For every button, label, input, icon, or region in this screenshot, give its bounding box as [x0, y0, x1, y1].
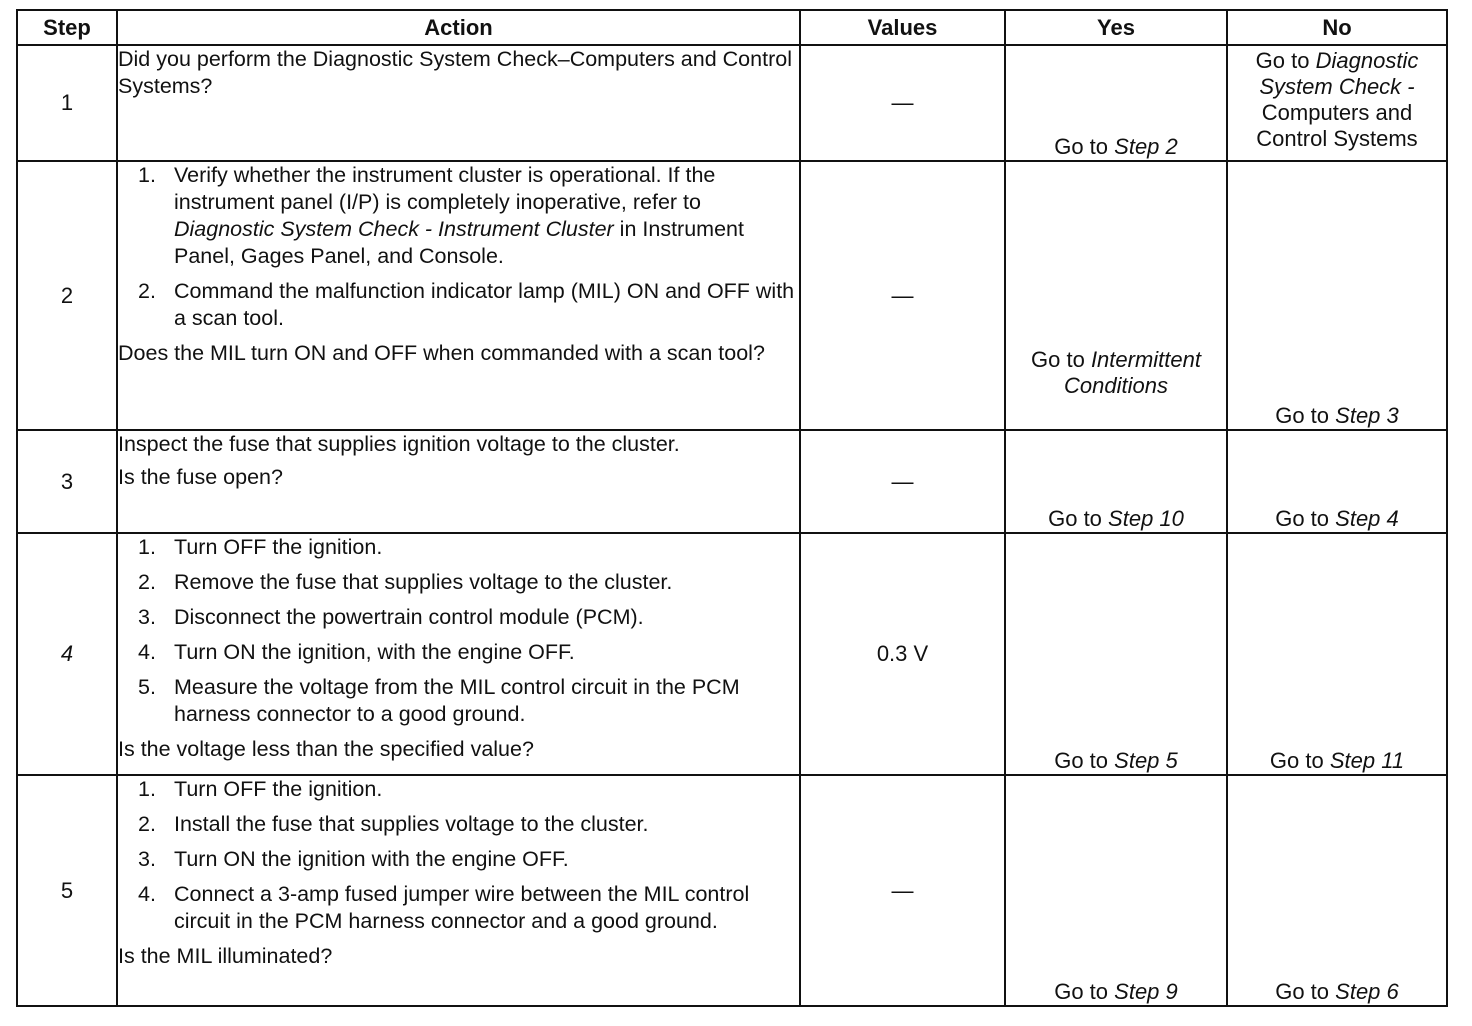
value-cell: —	[800, 430, 1005, 533]
value-cell: —	[800, 161, 1005, 430]
no-link[interactable]: Step 6	[1335, 979, 1399, 1004]
step-item-link[interactable]: Diagnostic System Check - Instrument Cluster	[174, 217, 614, 241]
header-action: Action	[117, 10, 800, 45]
value-cell: —	[800, 45, 1005, 161]
diagnostic-table	[16, 9, 1448, 1007]
step-item-number: 1.	[138, 163, 156, 187]
step-item-text: Remove the fuse that supplies voltage to the cluster.	[174, 570, 673, 594]
action-cell	[117, 430, 800, 533]
no-prefix: Go to	[1269, 748, 1324, 773]
yes-prefix: Go to	[1054, 134, 1109, 159]
step-number: 3	[17, 430, 117, 533]
yes-cell	[1005, 161, 1227, 430]
action-steps	[118, 162, 799, 332]
step-number: 4	[17, 533, 117, 775]
yes-prefix: Go to	[1054, 979, 1109, 1004]
yes-link[interactable]: Step 5	[1114, 748, 1178, 773]
action-step-item	[118, 881, 799, 935]
action-question: Is the MIL illuminated?	[118, 944, 333, 968]
action-step-item	[118, 604, 799, 631]
no-cell	[1227, 775, 1447, 1006]
step-item-text: Turn OFF the ignition.	[174, 535, 383, 559]
action-step-item	[118, 569, 799, 596]
action-step-item	[118, 846, 799, 873]
action-question: Does the MIL turn ON and OFF when commanded with a scan tool?	[118, 341, 765, 365]
action-cell	[117, 533, 800, 775]
step-item-number: 3.	[138, 847, 156, 871]
action-step-item	[118, 776, 799, 803]
action-cell	[117, 45, 800, 161]
step-item-number: 1.	[138, 535, 156, 559]
header-yes: Yes	[1005, 10, 1227, 45]
action-cell	[117, 161, 800, 430]
value-cell: 0.3 V	[800, 533, 1005, 775]
yes-prefix: Go to	[1048, 506, 1102, 531]
step-item-text: Measure the voltage from the MIL control circuit in the PCM harness connector to a good ground.	[174, 675, 740, 726]
action-text: Inspect the fuse that supplies ignition voltage to the cluster.	[118, 432, 680, 456]
yes-cell	[1005, 533, 1227, 775]
step-item-number: 1.	[138, 777, 156, 801]
no-link[interactable]: Step 4	[1335, 506, 1399, 531]
table-row	[17, 775, 1447, 1006]
action-question: Did you perform the Diagnostic System Check–Computers and Control Systems?	[118, 47, 792, 98]
no-prefix: Go to	[1275, 403, 1330, 428]
action-step-item	[118, 811, 799, 838]
yes-link[interactable]: Intermittent Conditions	[1064, 347, 1201, 398]
header-values: Values	[800, 10, 1005, 45]
action-steps	[118, 534, 799, 728]
step-number: 5	[17, 775, 117, 1006]
step-item-text: Turn ON the ignition with the engine OFF.	[174, 847, 569, 871]
step-item-number: 4.	[138, 882, 156, 906]
step-number: 1	[17, 45, 117, 161]
action-step-item	[118, 534, 799, 561]
yes-cell	[1005, 775, 1227, 1006]
step-item-number: 3.	[138, 605, 156, 629]
step-item-number: 5.	[138, 675, 156, 699]
action-step-item	[118, 639, 799, 666]
no-cell	[1227, 430, 1447, 533]
yes-cell	[1005, 45, 1227, 161]
action-cell	[117, 775, 800, 1006]
table-row	[17, 161, 1447, 430]
header-step: Step	[17, 10, 117, 45]
step-number: 2	[17, 161, 117, 430]
no-suffix: Computers and Control Systems	[1256, 100, 1418, 151]
action-step-item	[118, 278, 799, 332]
step-item-number: 4.	[138, 640, 156, 664]
action-step-item	[118, 674, 799, 728]
step-item-text: Turn OFF the ignition.	[174, 777, 383, 801]
step-item-number: 2.	[138, 570, 156, 594]
header-no: No	[1227, 10, 1447, 45]
step-item-text: Disconnect the powertrain control module (PCM).	[174, 605, 644, 629]
table-row	[17, 45, 1447, 161]
no-cell	[1227, 161, 1447, 430]
yes-cell	[1005, 430, 1227, 533]
step-item-text: Verify whether the instrument cluster is operational. If the instrument panel (I/P) is completely inoperative, refer to	[174, 163, 716, 214]
action-question: Is the voltage less than the specified value?	[118, 737, 534, 761]
yes-link[interactable]: Step 9	[1114, 979, 1178, 1004]
action-steps	[118, 776, 799, 935]
no-prefix: Go to	[1275, 979, 1330, 1004]
no-link[interactable]: Diagnostic System Check -	[1259, 48, 1419, 99]
action-question: Is the fuse open?	[118, 465, 283, 489]
yes-prefix: Go to	[1031, 347, 1085, 372]
yes-link[interactable]: Step 2	[1114, 134, 1178, 159]
action-step-item	[118, 162, 799, 270]
no-cell	[1227, 533, 1447, 775]
step-item-text: Turn ON the ignition, with the engine OFF.	[174, 640, 575, 664]
value-cell: —	[800, 775, 1005, 1006]
header-row	[17, 10, 1447, 45]
yes-prefix: Go to	[1054, 748, 1109, 773]
step-item-number: 2.	[138, 812, 156, 836]
yes-link[interactable]: Step 10	[1108, 506, 1184, 531]
step-item-text: Command the malfunction indicator lamp (MIL) ON and OFF with a scan tool.	[174, 279, 795, 330]
step-item-text: Install the fuse that supplies voltage to the cluster.	[174, 812, 649, 836]
no-cell	[1227, 45, 1447, 161]
step-item-text: in Instrument Panel, Gages Panel, and Console.	[174, 217, 744, 268]
table-row	[17, 533, 1447, 775]
no-link[interactable]: Step 3	[1335, 403, 1399, 428]
step-item-text: Connect a 3-amp fused jumper wire between the MIL control circuit in the PCM harness connector and a good ground.	[174, 882, 750, 933]
no-prefix: Go to	[1255, 48, 1310, 73]
table-row	[17, 430, 1447, 533]
step-item-number: 2.	[138, 279, 156, 303]
no-link[interactable]: Step 11	[1329, 748, 1405, 773]
no-prefix: Go to	[1275, 506, 1330, 531]
